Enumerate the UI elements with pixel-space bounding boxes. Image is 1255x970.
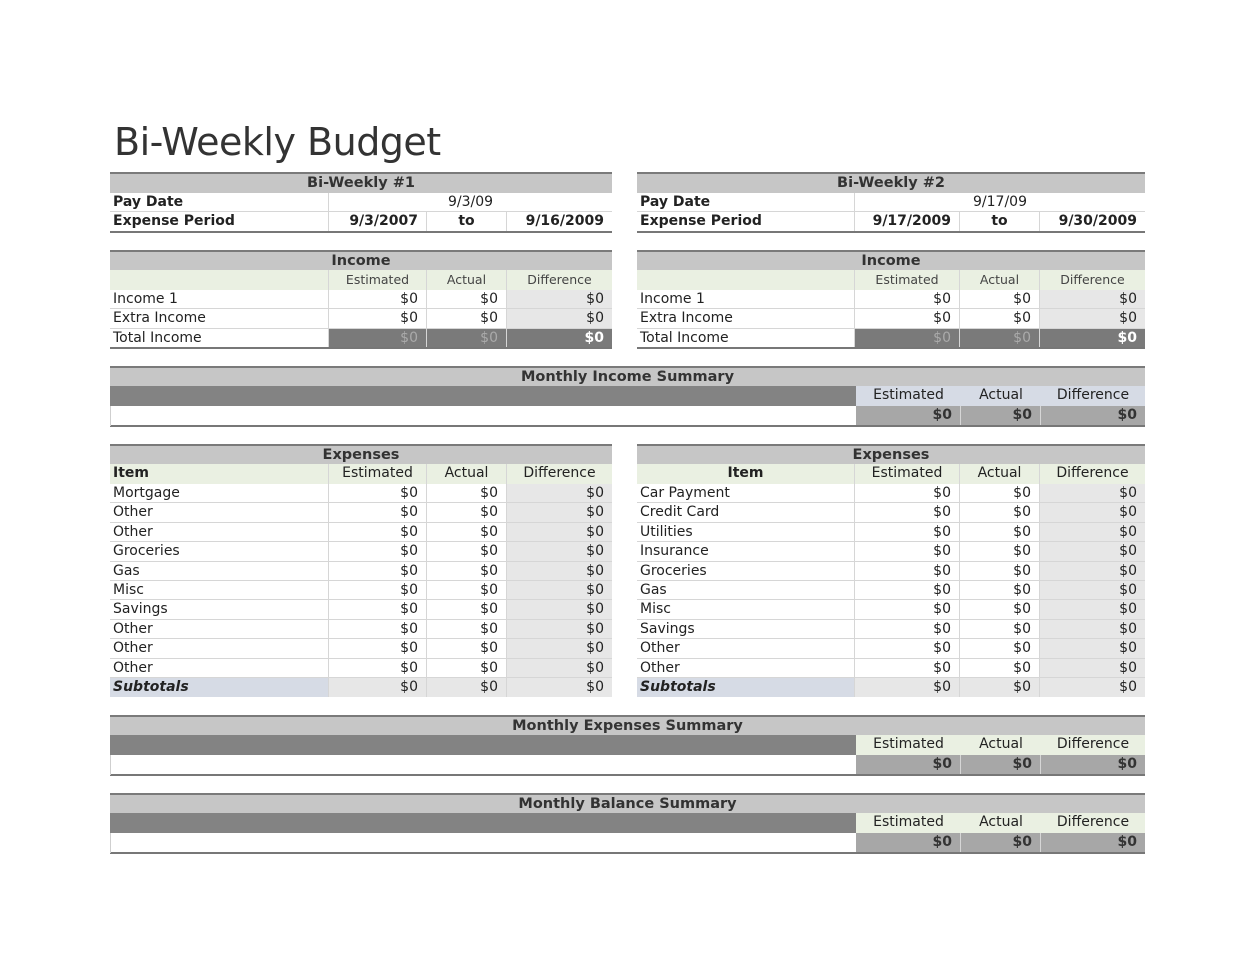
divider — [110, 347, 612, 349]
expense-estimated[interactable]: $0 — [329, 639, 427, 658]
col-estimated: Estimated — [329, 270, 427, 290]
income-difference: $0 — [507, 290, 612, 309]
expense-row — [637, 523, 1145, 542]
income-row — [637, 309, 1145, 328]
col-actual: Actual — [960, 464, 1040, 484]
expense-label[interactable]: Mortgage — [110, 484, 329, 503]
summary-actual: $0 — [961, 755, 1041, 775]
income-row — [637, 290, 1145, 309]
col-item: Item — [110, 464, 329, 484]
expense-difference: $0 — [1040, 542, 1145, 561]
col-difference: Difference — [1040, 270, 1145, 290]
expense-estimated[interactable]: $0 — [329, 659, 427, 678]
summary-3 — [110, 793, 1145, 855]
expense-actual[interactable]: $0 — [960, 659, 1040, 678]
income-header: Income — [110, 250, 612, 270]
expense-estimated[interactable]: $0 — [329, 484, 427, 503]
expense-actual[interactable]: $0 — [960, 523, 1040, 542]
expense-actual[interactable]: $0 — [427, 581, 507, 600]
page-title: Bi-Weekly Budget — [114, 120, 441, 164]
expense-difference: $0 — [1040, 562, 1145, 581]
pay-date-label: Pay Date — [637, 193, 855, 212]
col-actual: Actual — [960, 270, 1040, 290]
income-estimated[interactable]: $0 — [855, 290, 960, 309]
expense-label[interactable]: Savings — [110, 600, 329, 619]
period-start-date[interactable]: 9/17/2009 — [855, 212, 960, 231]
col-estimated: Estimated — [856, 386, 961, 406]
expense-label[interactable]: Gas — [637, 581, 855, 600]
expense-row — [637, 620, 1145, 639]
income-label: Extra Income — [637, 309, 855, 328]
expense-actual[interactable]: $0 — [960, 484, 1040, 503]
summary-bar — [110, 386, 856, 406]
expense-difference: $0 — [1040, 503, 1145, 522]
expense-actual[interactable]: $0 — [427, 659, 507, 678]
summary-left-border — [110, 406, 111, 426]
subtotals-label: Subtotals — [110, 678, 329, 697]
summary-left-border — [110, 833, 111, 853]
income-row — [110, 309, 612, 328]
summary-bar — [110, 813, 856, 833]
total-income-actual: $0 — [427, 329, 507, 348]
expense-label[interactable]: Utilities — [637, 523, 855, 542]
total-income-label: Total Income — [637, 329, 855, 348]
expense-estimated[interactable]: $0 — [329, 600, 427, 619]
expenses-header: Expenses — [110, 444, 612, 464]
summary-estimated: $0 — [856, 406, 961, 426]
expense-row — [637, 484, 1145, 503]
expense-actual[interactable]: $0 — [427, 484, 507, 503]
expense-row — [110, 523, 612, 542]
col-item: Item — [637, 464, 855, 484]
period-header-2 — [637, 172, 1145, 233]
expense-row — [110, 562, 612, 581]
summary-actual: $0 — [961, 833, 1041, 853]
expense-actual[interactable]: $0 — [427, 639, 507, 658]
summary-difference: $0 — [1041, 406, 1145, 426]
period-title: Bi-Weekly #1 — [110, 172, 612, 193]
expense-difference: $0 — [507, 659, 612, 678]
total-income-row — [110, 329, 612, 348]
expense-label[interactable]: Other — [637, 659, 855, 678]
expense-difference: $0 — [1040, 523, 1145, 542]
expense-period-row — [110, 212, 612, 231]
expense-difference: $0 — [507, 620, 612, 639]
expense-estimated[interactable]: $0 — [329, 620, 427, 639]
col-actual: Actual — [427, 270, 507, 290]
expense-difference: $0 — [507, 600, 612, 619]
expense-row — [110, 542, 612, 561]
expense-actual[interactable]: $0 — [427, 542, 507, 561]
period-to-label: to — [960, 212, 1040, 231]
col-actual: Actual — [961, 813, 1041, 833]
total-income-difference: $0 — [1040, 329, 1145, 348]
expense-estimated[interactable]: $0 — [855, 659, 960, 678]
expense-actual[interactable]: $0 — [427, 562, 507, 581]
expense-estimated[interactable]: $0 — [855, 639, 960, 658]
income-col-blank — [637, 270, 855, 290]
total-income-label: Total Income — [110, 329, 329, 348]
expenses-header-row — [110, 444, 612, 464]
expense-row — [110, 581, 612, 600]
income-columns-row — [637, 270, 1145, 290]
divider — [110, 774, 1145, 776]
summary-columns-row — [110, 735, 1145, 755]
expenses-header-row — [637, 444, 1145, 464]
expense-actual[interactable]: $0 — [427, 503, 507, 522]
income-header-row — [637, 250, 1145, 270]
period-start-date[interactable]: 9/3/2007 — [329, 212, 427, 231]
summary-blank — [110, 406, 856, 426]
expense-difference: $0 — [1040, 639, 1145, 658]
col-estimated: Estimated — [329, 464, 427, 484]
expense-row — [637, 639, 1145, 658]
subtotals-row — [110, 678, 612, 697]
subtotal-actual: $0 — [960, 678, 1040, 697]
expense-label[interactable]: Gas — [110, 562, 329, 581]
expense-estimated[interactable]: $0 — [855, 523, 960, 542]
col-difference: Difference — [507, 270, 612, 290]
col-actual: Actual — [427, 464, 507, 484]
col-estimated: Estimated — [856, 735, 961, 755]
income-estimated[interactable]: $0 — [855, 309, 960, 328]
period-to-label: to — [427, 212, 507, 231]
expense-difference: $0 — [507, 523, 612, 542]
period-title-row — [110, 172, 612, 193]
summary-header: Monthly Balance Summary — [110, 793, 1145, 813]
expense-estimated[interactable]: $0 — [329, 523, 427, 542]
expense-actual[interactable]: $0 — [427, 600, 507, 619]
subtotal-difference: $0 — [507, 678, 612, 697]
expense-estimated[interactable]: $0 — [855, 600, 960, 619]
expense-label[interactable]: Groceries — [637, 562, 855, 581]
expenses-table-2 — [637, 444, 1145, 699]
col-actual: Actual — [961, 386, 1041, 406]
total-income-difference: $0 — [507, 329, 612, 348]
total-income-estimated: $0 — [855, 329, 960, 348]
expense-difference: $0 — [507, 503, 612, 522]
expense-label[interactable]: Credit Card — [637, 503, 855, 522]
expense-difference: $0 — [1040, 620, 1145, 639]
expense-label[interactable]: Misc — [110, 581, 329, 600]
subtotals-label: Subtotals — [637, 678, 855, 697]
income-difference: $0 — [507, 309, 612, 328]
summary-header-row — [110, 715, 1145, 735]
expense-estimated[interactable]: $0 — [855, 484, 960, 503]
expense-row — [110, 503, 612, 522]
period-header-1 — [110, 172, 612, 233]
divider — [110, 425, 1145, 427]
summary-header: Monthly Expenses Summary — [110, 715, 1145, 735]
col-difference: Difference — [507, 464, 612, 484]
expense-row — [110, 484, 612, 503]
expense-estimated[interactable]: $0 — [329, 562, 427, 581]
summary-actual: $0 — [961, 406, 1041, 426]
expense-actual[interactable]: $0 — [960, 581, 1040, 600]
summary-values-row — [110, 833, 1145, 853]
summary-blank — [110, 833, 856, 853]
expenses-table-1 — [110, 444, 612, 699]
expense-difference: $0 — [1040, 484, 1145, 503]
expense-row — [637, 659, 1145, 678]
expense-estimated[interactable]: $0 — [855, 620, 960, 639]
expense-row — [637, 562, 1145, 581]
subtotals-row — [637, 678, 1145, 697]
summary-columns-row — [110, 813, 1145, 833]
income-estimated[interactable]: $0 — [329, 290, 427, 309]
expense-estimated[interactable]: $0 — [855, 503, 960, 522]
col-estimated: Estimated — [855, 270, 960, 290]
pay-date-value[interactable]: 9/17/09 — [855, 193, 1145, 212]
expense-row — [637, 542, 1145, 561]
pay-date-row — [110, 193, 612, 212]
income-label: Income 1 — [110, 290, 329, 309]
expenses-header: Expenses — [637, 444, 1145, 464]
expense-estimated[interactable]: $0 — [855, 581, 960, 600]
expense-period-label: Expense Period — [110, 212, 329, 231]
pay-date-row — [637, 193, 1145, 212]
expense-row — [637, 581, 1145, 600]
expense-estimated[interactable]: $0 — [329, 503, 427, 522]
expense-row — [637, 503, 1145, 522]
expense-difference: $0 — [507, 639, 612, 658]
income-actual[interactable]: $0 — [960, 290, 1040, 309]
summary-header: Monthly Income Summary — [110, 366, 1145, 386]
expense-actual[interactable]: $0 — [960, 600, 1040, 619]
summary-difference: $0 — [1041, 755, 1145, 775]
expense-difference: $0 — [1040, 600, 1145, 619]
total-income-row — [637, 329, 1145, 348]
income-row — [110, 290, 612, 309]
expense-label[interactable]: Other — [110, 523, 329, 542]
summary-estimated: $0 — [856, 833, 961, 853]
income-estimated[interactable]: $0 — [329, 309, 427, 328]
income-difference: $0 — [1040, 309, 1145, 328]
expense-label[interactable]: Other — [110, 503, 329, 522]
summary-left-border — [110, 755, 111, 775]
expense-label[interactable]: Other — [110, 620, 329, 639]
col-difference: Difference — [1040, 464, 1145, 484]
income-label: Income 1 — [637, 290, 855, 309]
expense-actual[interactable]: $0 — [960, 542, 1040, 561]
expense-row — [110, 600, 612, 619]
expense-difference: $0 — [507, 542, 612, 561]
period-title-row — [637, 172, 1145, 193]
expense-difference: $0 — [1040, 581, 1145, 600]
subtotal-difference: $0 — [1040, 678, 1145, 697]
expense-actual[interactable]: $0 — [960, 639, 1040, 658]
expense-estimated[interactable]: $0 — [855, 542, 960, 561]
col-difference: Difference — [1041, 386, 1145, 406]
subtotal-actual: $0 — [427, 678, 507, 697]
subtotal-estimated: $0 — [329, 678, 427, 697]
summary-values-row — [110, 406, 1145, 426]
divider — [110, 852, 1145, 854]
expense-row — [110, 620, 612, 639]
expense-label[interactable]: Misc — [637, 600, 855, 619]
subtotal-estimated: $0 — [855, 678, 960, 697]
expense-label[interactable]: Savings — [637, 620, 855, 639]
pay-date-label: Pay Date — [110, 193, 329, 212]
expense-row — [110, 659, 612, 678]
expense-estimated[interactable]: $0 — [329, 542, 427, 561]
divider — [637, 231, 1145, 233]
expense-difference: $0 — [507, 562, 612, 581]
pay-date-value[interactable]: 9/3/09 — [329, 193, 612, 212]
expense-difference: $0 — [507, 581, 612, 600]
col-difference: Difference — [1041, 735, 1145, 755]
summary-blank — [110, 755, 856, 775]
expense-period-row — [637, 212, 1145, 231]
income-col-blank — [110, 270, 329, 290]
expense-estimated[interactable]: $0 — [329, 581, 427, 600]
period-title: Bi-Weekly #2 — [637, 172, 1145, 193]
divider — [637, 347, 1145, 349]
income-difference: $0 — [1040, 290, 1145, 309]
col-difference: Difference — [1041, 813, 1145, 833]
summary-header-row — [110, 366, 1145, 386]
total-income-estimated: $0 — [329, 329, 427, 348]
summary-difference: $0 — [1041, 833, 1145, 853]
expense-actual[interactable]: $0 — [960, 503, 1040, 522]
col-estimated: Estimated — [855, 464, 960, 484]
expense-label[interactable]: Other — [110, 659, 329, 678]
income-header: Income — [637, 250, 1145, 270]
col-actual: Actual — [961, 735, 1041, 755]
income-actual[interactable]: $0 — [427, 309, 507, 328]
income-table-1 — [110, 250, 612, 349]
expenses-columns-row — [110, 464, 612, 484]
period-end-date[interactable]: 9/16/2009 — [525, 213, 604, 229]
summary-bar — [110, 735, 856, 755]
period-end-date[interactable]: 9/30/2009 — [1058, 213, 1137, 229]
expenses-columns-row — [637, 464, 1145, 484]
divider — [110, 231, 612, 233]
expense-row — [110, 639, 612, 658]
expense-actual[interactable]: $0 — [427, 523, 507, 542]
income-actual[interactable]: $0 — [427, 290, 507, 309]
expense-row — [637, 600, 1145, 619]
income-table-2 — [637, 250, 1145, 349]
income-actual[interactable]: $0 — [960, 309, 1040, 328]
col-estimated: Estimated — [856, 813, 961, 833]
summary-estimated: $0 — [856, 755, 961, 775]
expense-label[interactable]: Groceries — [110, 542, 329, 561]
summary-values-row — [110, 755, 1145, 775]
total-income-actual: $0 — [960, 329, 1040, 348]
expense-difference: $0 — [1040, 659, 1145, 678]
expense-actual[interactable]: $0 — [960, 620, 1040, 639]
income-label: Extra Income — [110, 309, 329, 328]
expense-label[interactable]: Car Payment — [637, 484, 855, 503]
expense-actual[interactable]: $0 — [960, 562, 1040, 581]
summary-1 — [110, 366, 1145, 428]
expense-label[interactable]: Other — [637, 639, 855, 658]
summary-columns-row — [110, 386, 1145, 406]
expense-label[interactable]: Other — [110, 639, 329, 658]
expense-period-label: Expense Period — [637, 212, 855, 231]
income-header-row — [110, 250, 612, 270]
expense-difference: $0 — [507, 484, 612, 503]
expense-label[interactable]: Insurance — [637, 542, 855, 561]
expense-actual[interactable]: $0 — [427, 620, 507, 639]
summary-header-row — [110, 793, 1145, 813]
income-columns-row — [110, 270, 612, 290]
summary-2 — [110, 715, 1145, 777]
expense-estimated[interactable]: $0 — [855, 562, 960, 581]
